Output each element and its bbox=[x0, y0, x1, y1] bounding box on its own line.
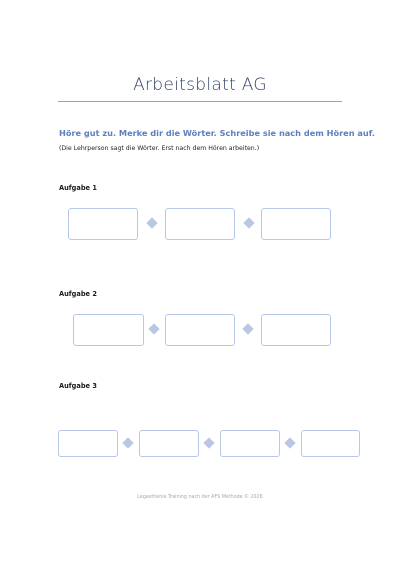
title-divider bbox=[58, 101, 342, 102]
answer-box-2-1[interactable] bbox=[73, 314, 144, 346]
answer-box-1-2[interactable] bbox=[165, 208, 235, 240]
answer-box-2-3[interactable] bbox=[261, 314, 331, 346]
task-label-2: Aufgabe 2 bbox=[59, 290, 97, 298]
answer-box-2-2[interactable] bbox=[165, 314, 235, 346]
diamond-separator-icon bbox=[203, 437, 214, 448]
page-footer: Legasthenie Training nach der AFS Methode © 2026 bbox=[137, 495, 263, 500]
instruction-note: (Die Lehrperson sagt die Wörter. Erst nach dem Hören arbeiten.) bbox=[59, 145, 260, 152]
answer-box-1-3[interactable] bbox=[261, 208, 331, 240]
page-title: Arbeitsblatt AG bbox=[133, 75, 267, 95]
answer-box-3-4[interactable] bbox=[301, 430, 360, 457]
diamond-separator-icon bbox=[146, 217, 157, 228]
instruction-text: Höre gut zu. Merke dir die Wörter. Schreibe sie nach dem Hören auf. bbox=[59, 128, 375, 138]
diamond-separator-icon bbox=[284, 437, 295, 448]
answer-box-1-1[interactable] bbox=[68, 208, 138, 240]
answer-box-3-2[interactable] bbox=[139, 430, 199, 457]
diamond-separator-icon bbox=[243, 217, 254, 228]
task-label-1: Aufgabe 1 bbox=[59, 184, 97, 192]
diamond-separator-icon bbox=[242, 323, 253, 334]
answer-box-3-3[interactable] bbox=[220, 430, 280, 457]
diamond-separator-icon bbox=[148, 323, 159, 334]
diamond-separator-icon bbox=[122, 437, 133, 448]
answer-box-3-1[interactable] bbox=[58, 430, 118, 457]
task-label-3: Aufgabe 3 bbox=[59, 382, 97, 390]
